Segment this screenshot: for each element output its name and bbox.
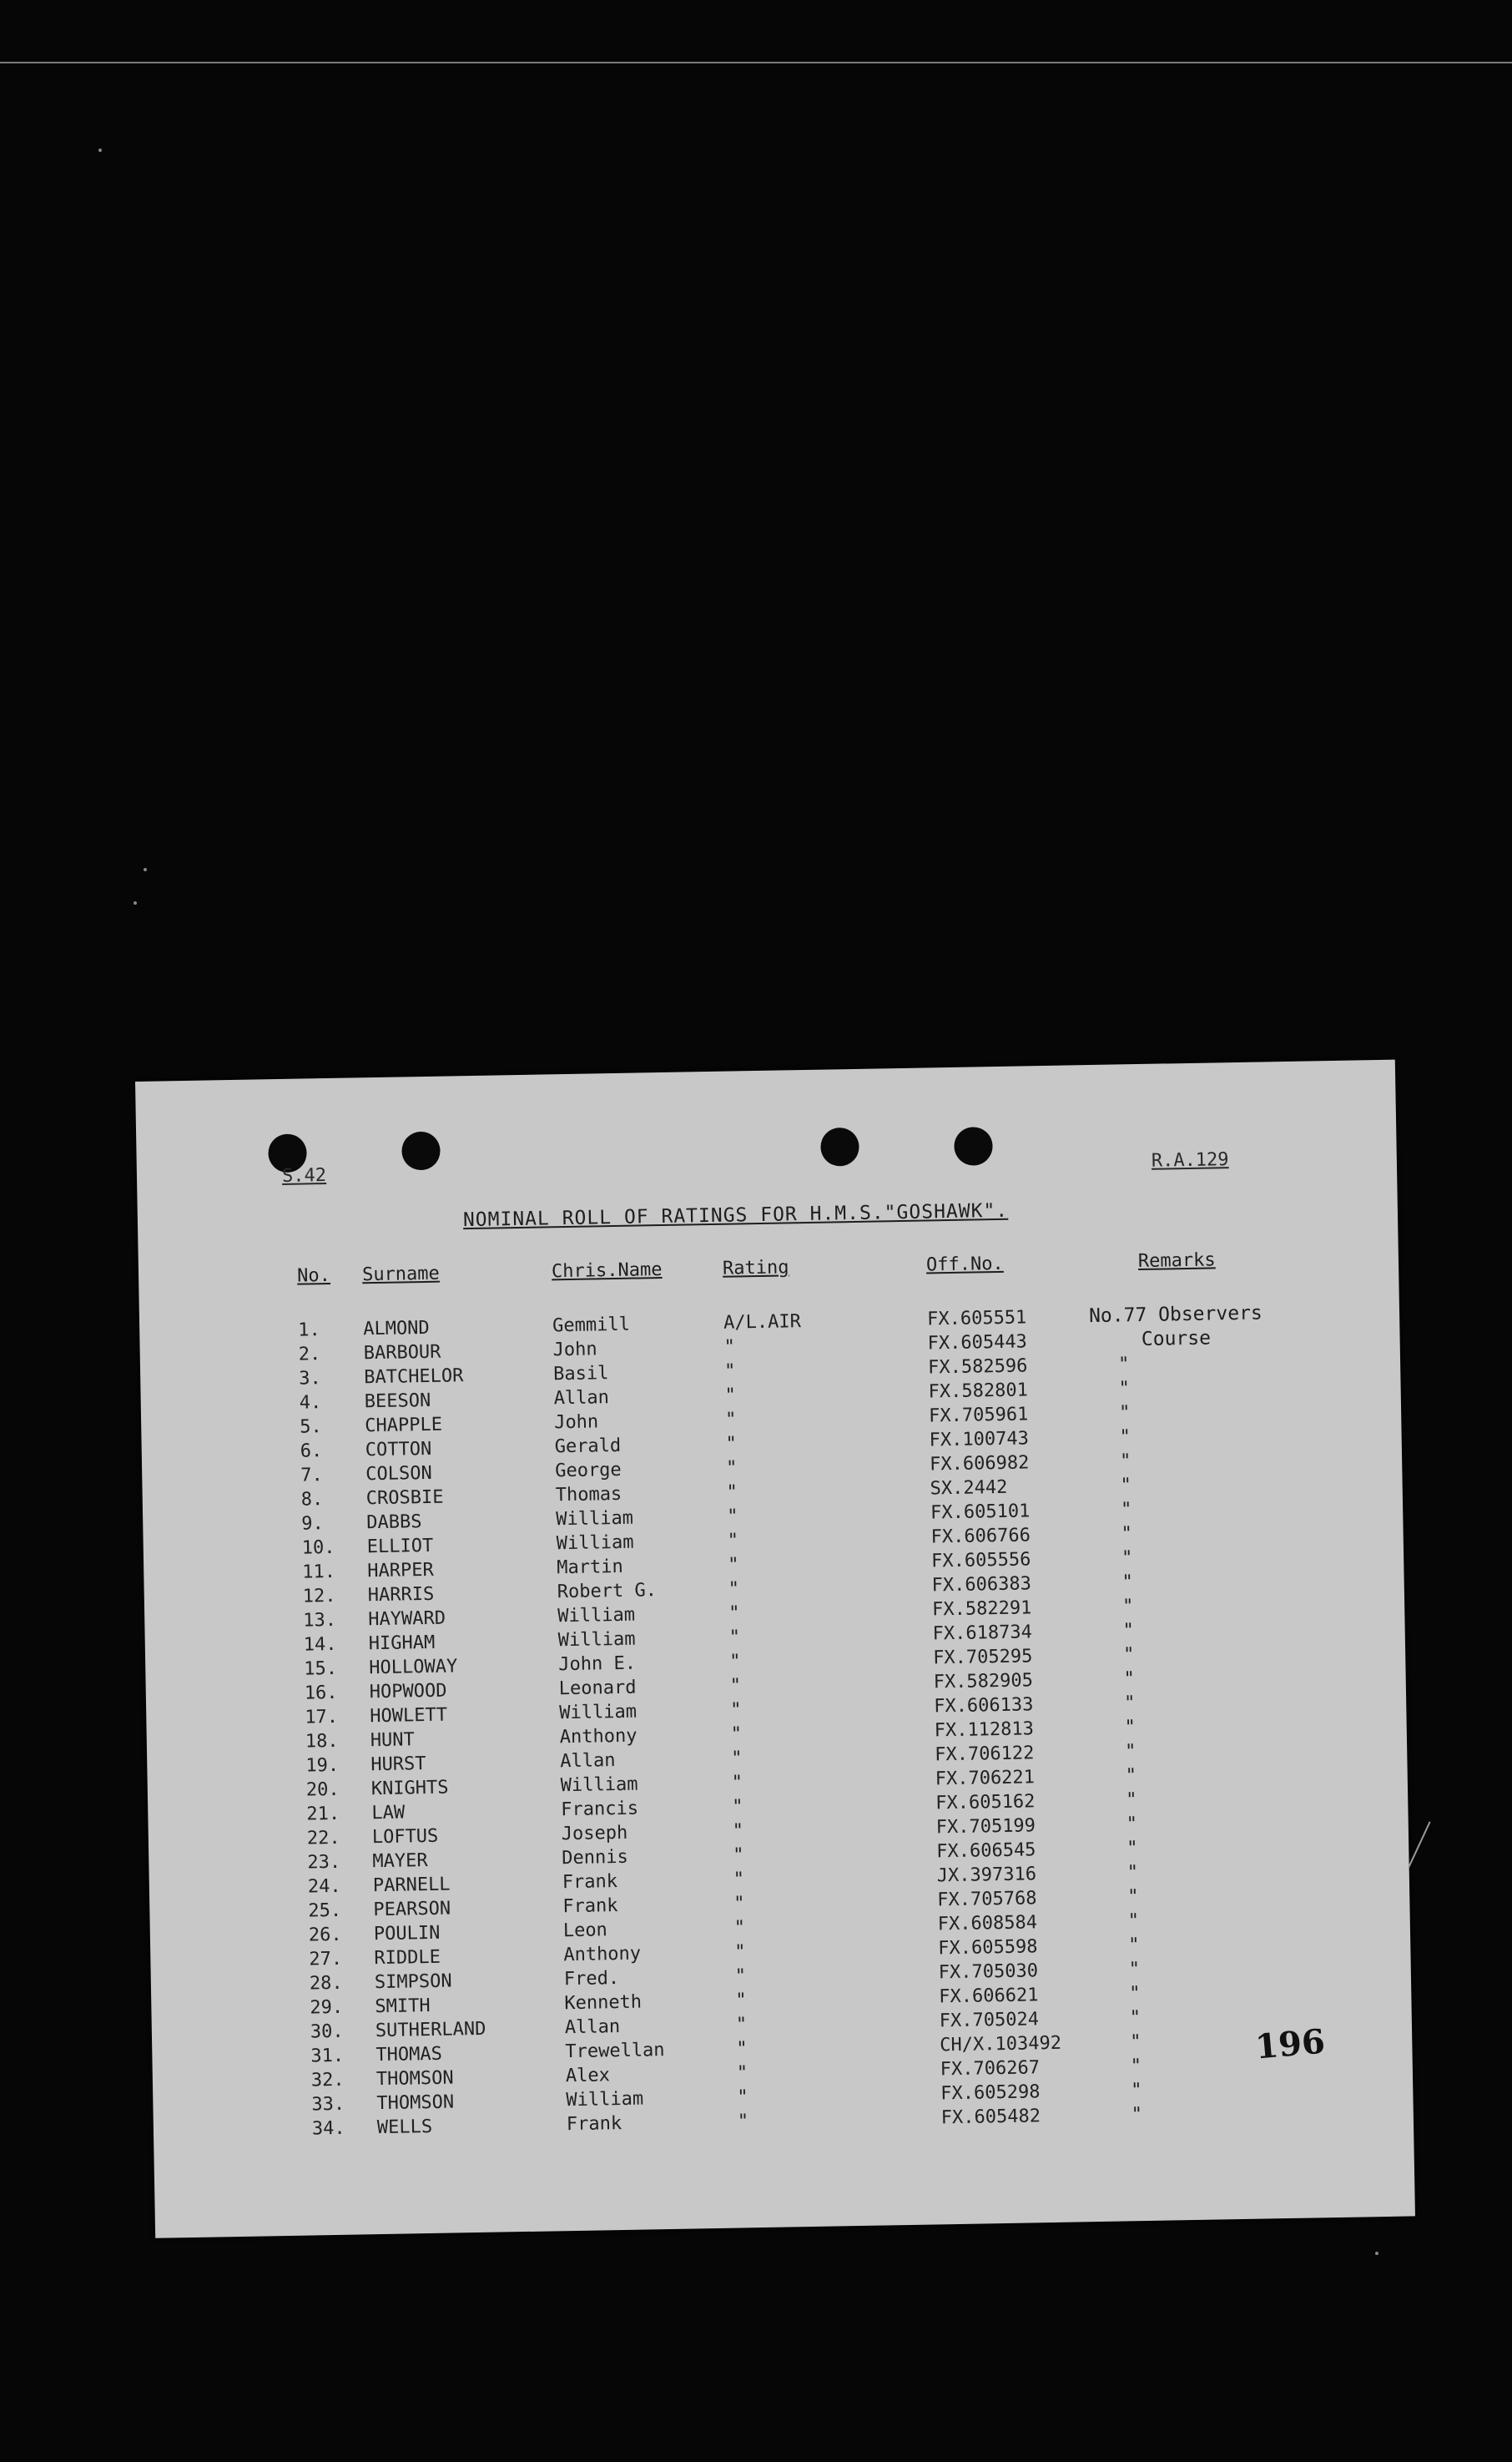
row-chris-name: Allan	[564, 2016, 621, 2039]
row-number: 31.	[310, 2045, 345, 2067]
row-surname: HARRIS	[367, 1583, 435, 1607]
row-chris-name: William	[560, 1773, 638, 1797]
remarks-line-2: Course	[1141, 1327, 1212, 1350]
row-chris-name: Anthony	[559, 1725, 638, 1748]
row-off-no: FX.705768	[937, 1888, 1037, 1911]
row-off-no: FX.705024	[939, 2009, 1040, 2032]
row-off-no: FX.605101	[930, 1501, 1031, 1524]
document-title: NOMINAL ROLL OF RATINGS FOR H.M.S."GOSHAWK".	[462, 1199, 1009, 1232]
row-chris-name: Anthony	[563, 1943, 642, 1966]
row-rating: "	[725, 1457, 738, 1479]
row-rating: "	[733, 1869, 745, 1890]
row-number: 19.	[305, 1754, 340, 1777]
row-rating: "	[724, 1409, 737, 1430]
header-no: No.	[296, 1264, 331, 1287]
row-surname: CROSBIE	[365, 1486, 444, 1510]
row-off-no: FX.606982	[929, 1452, 1030, 1476]
punch-hole	[401, 1132, 441, 1171]
row-number: 9.	[301, 1513, 324, 1535]
punch-hole	[954, 1127, 993, 1166]
row-chris-name: Alex	[565, 2065, 611, 2087]
row-remarks: "	[1126, 1862, 1139, 1884]
row-off-no: FX.705961	[928, 1404, 1029, 1427]
row-chris-name: Leon	[562, 1920, 608, 1942]
row-surname: LOFTUS	[371, 1825, 439, 1849]
remarks-note	[1089, 1301, 1263, 1353]
document-sheet	[135, 1060, 1415, 2238]
row-number: 18.	[305, 1730, 339, 1753]
row-rating: "	[727, 1530, 739, 1551]
row-chris-name: Allan	[560, 1750, 616, 1773]
row-surname: THOMSON	[376, 2091, 455, 2115]
row-number: 34.	[311, 2117, 345, 2140]
row-chris-name: Gemmill	[552, 1314, 631, 1337]
row-off-no: FX.705295	[932, 1646, 1033, 1669]
row-rating: "	[732, 1796, 743, 1818]
row-surname: HAYWARD	[368, 1607, 446, 1631]
row-off-no: FX.608584	[937, 1912, 1038, 1935]
row-number: 17.	[305, 1706, 339, 1728]
row-remarks: "	[1119, 1450, 1131, 1472]
row-rating: "	[728, 1578, 740, 1600]
document-ref-right: R.A.129	[1151, 1149, 1229, 1172]
row-rating: "	[736, 2038, 748, 2060]
row-chris-name: Joseph	[561, 1822, 628, 1845]
row-off-no: FX.605551	[926, 1307, 1027, 1330]
row-rating: "	[736, 2062, 748, 2084]
row-number: 30.	[310, 2021, 344, 2043]
row-remarks: "	[1122, 1620, 1135, 1642]
row-number: 2.	[298, 1344, 321, 1365]
row-chris-name: Robert G.	[557, 1580, 658, 1603]
row-rating: "	[728, 1602, 740, 1624]
remarks-line-1: No.77 Observers	[1088, 1302, 1263, 1328]
row-surname: HARPER	[367, 1559, 434, 1582]
row-number: 16.	[304, 1682, 338, 1704]
row-surname: CHAPPLE	[365, 1414, 443, 1437]
film-scratch	[1408, 1821, 1430, 1867]
row-remarks: "	[1126, 1814, 1138, 1835]
row-chris-name: Frank	[566, 2113, 622, 2136]
row-rating: "	[724, 1385, 737, 1406]
row-rating: "	[729, 1675, 742, 1697]
row-remarks: "	[1131, 2080, 1142, 2101]
row-off-no: FX.706122	[935, 1743, 1035, 1766]
row-remarks: "	[1121, 1572, 1134, 1593]
row-number: 27.	[309, 1948, 343, 1970]
row-remarks: "	[1124, 1717, 1137, 1738]
row-surname: SIMPSON	[374, 1970, 452, 1994]
row-off-no: FX.582905	[933, 1670, 1034, 1693]
row-surname: KNIGHTS	[370, 1777, 449, 1800]
header-remarks: Remarks	[1137, 1249, 1216, 1273]
row-surname: HOPWOOD	[369, 1680, 447, 1703]
row-off-no: FX.582596	[927, 1355, 1028, 1379]
row-surname: COTTON	[365, 1438, 432, 1461]
row-off-no: FX.618734	[932, 1622, 1033, 1645]
row-surname: BARBOUR	[363, 1341, 441, 1365]
row-rating: "	[733, 1893, 745, 1915]
row-chris-name: John	[553, 1411, 599, 1434]
row-off-no: FX.705199	[935, 1815, 1036, 1839]
row-remarks: "	[1123, 1668, 1136, 1690]
row-off-no: FX.582291	[931, 1597, 1032, 1621]
row-rating: "	[735, 2014, 748, 2036]
row-chris-name: Allan	[553, 1387, 610, 1410]
row-surname: ALMOND	[363, 1317, 430, 1340]
row-surname: DABBS	[366, 1511, 422, 1534]
row-remarks: "	[1118, 1402, 1131, 1424]
row-surname: COLSON	[365, 1462, 432, 1486]
row-surname: PEARSON	[373, 1898, 451, 1921]
row-number: 1.	[298, 1319, 320, 1341]
row-rating: "	[725, 1433, 738, 1455]
row-off-no: FX.112813	[934, 1718, 1035, 1742]
row-rating: "	[734, 1941, 746, 1963]
row-chris-name: Leonard	[558, 1677, 637, 1700]
row-chris-name: William	[556, 1531, 634, 1555]
row-off-no: FX.605556	[930, 1549, 1031, 1572]
folio-number: 196	[1253, 2021, 1327, 2067]
row-number: 6.	[300, 1440, 323, 1462]
row-remarks: "	[1118, 1378, 1131, 1400]
row-rating: "	[723, 1360, 736, 1382]
row-remarks: "	[1126, 1838, 1138, 1859]
row-surname: HURST	[370, 1753, 426, 1776]
row-remarks: "	[1130, 2031, 1142, 2053]
row-rating: "	[737, 2086, 748, 2108]
row-number: 14.	[303, 1633, 337, 1656]
row-number: 29.	[310, 1996, 344, 2019]
row-remarks: "	[1119, 1426, 1131, 1448]
row-chris-name: Frank	[562, 1895, 618, 1918]
row-rating: "	[728, 1627, 741, 1648]
row-number: 22.	[306, 1827, 340, 1849]
row-remarks: "	[1129, 2007, 1142, 2029]
row-number: 23.	[307, 1851, 341, 1874]
row-surname: BATCHELOR	[364, 1365, 464, 1389]
row-remarks: "	[1124, 1741, 1137, 1763]
row-surname: THOMSON	[375, 2067, 454, 2091]
row-surname: RIDDLE	[374, 1946, 441, 1970]
row-chris-name: Fred.	[563, 1968, 620, 1990]
row-remarks: "	[1129, 1983, 1141, 2005]
row-rating: A/L.AIR	[723, 1311, 802, 1334]
row-rating: "	[732, 1820, 744, 1842]
row-surname: ELLIOT	[366, 1535, 434, 1558]
row-number: 25.	[308, 1899, 342, 1922]
row-rating: "	[726, 1481, 738, 1503]
row-chris-name: Basil	[552, 1363, 609, 1385]
row-off-no: FX.100743	[929, 1428, 1030, 1451]
row-off-no: FX.706267	[940, 2057, 1041, 2081]
row-chris-name: Trewellan	[565, 2040, 665, 2063]
row-number: 13.	[303, 1609, 337, 1632]
row-off-no: FX.606545	[936, 1839, 1036, 1863]
row-number: 21.	[306, 1803, 340, 1825]
row-rating: "	[733, 1844, 744, 1866]
header-off-no: Off.No.	[925, 1253, 1004, 1276]
row-off-no: FX.606621	[939, 1985, 1039, 2008]
row-off-no: FX.605598	[938, 1936, 1038, 1960]
header-surname: Surname	[361, 1263, 441, 1286]
row-surname: WELLS	[376, 2116, 433, 2139]
row-chris-name: Francis	[561, 1798, 639, 1821]
document-ref-left: S.42	[281, 1165, 327, 1187]
film-speck	[144, 868, 147, 871]
row-off-no: FX.582801	[928, 1380, 1029, 1403]
row-number: 12.	[302, 1585, 336, 1607]
row-rating: "	[727, 1554, 739, 1576]
row-off-no: FX.605443	[927, 1331, 1028, 1355]
row-off-no: FX.605162	[935, 1791, 1036, 1814]
row-number: 7.	[300, 1465, 323, 1486]
row-chris-name: Gerald	[554, 1435, 622, 1458]
row-surname: HOLLOWAY	[369, 1656, 458, 1679]
row-chris-name: William	[559, 1701, 638, 1724]
row-rating: "	[723, 1336, 736, 1358]
row-chris-name: William	[557, 1628, 636, 1652]
row-chris-name: Kenneth	[564, 1991, 643, 2015]
row-chris-name: Dennis	[562, 1846, 629, 1869]
row-number: 5.	[300, 1416, 322, 1438]
row-off-no: SX.2442	[930, 1476, 1008, 1500]
row-number: 20.	[305, 1778, 340, 1801]
row-chris-name: Frank	[562, 1871, 618, 1894]
row-remarks: "	[1127, 1886, 1139, 1908]
row-chris-name: John	[552, 1339, 597, 1361]
row-number: 33.	[311, 2093, 345, 2116]
row-number: 26.	[308, 1924, 342, 1946]
row-remarks: "	[1125, 1765, 1137, 1787]
row-surname: THOMAS	[375, 2043, 443, 2066]
row-chris-name: George	[555, 1459, 622, 1482]
row-remarks: "	[1125, 1789, 1137, 1811]
row-rating: "	[737, 2111, 749, 2132]
row-chris-name: William	[556, 1507, 634, 1531]
row-remarks: "	[1128, 1935, 1140, 1956]
row-off-no: FX.605298	[940, 2081, 1041, 2105]
row-remarks: "	[1131, 2104, 1143, 2126]
row-rating: "	[731, 1772, 743, 1794]
row-rating: "	[730, 1699, 742, 1721]
row-off-no: FX.705030	[938, 1960, 1039, 1984]
row-chris-name: William	[566, 2088, 644, 2111]
row-off-no: FX.605482	[940, 2106, 1041, 2129]
film-speck	[134, 901, 137, 905]
row-remarks: "	[1123, 1693, 1136, 1714]
row-number: 8.	[300, 1489, 324, 1511]
row-off-no: FX.606133	[933, 1694, 1034, 1718]
row-chris-name: William	[557, 1604, 636, 1627]
row-rating: "	[731, 1748, 743, 1769]
row-remarks: "	[1121, 1547, 1133, 1569]
punch-hole	[820, 1128, 859, 1167]
row-remarks: "	[1120, 1475, 1132, 1496]
row-remarks: "	[1128, 1959, 1141, 1980]
row-number: 24.	[307, 1875, 341, 1898]
row-rating: "	[733, 1917, 746, 1939]
row-remarks: "	[1122, 1644, 1135, 1666]
row-remarks: "	[1120, 1499, 1132, 1521]
row-surname: PARNELL	[372, 1874, 451, 1897]
row-remarks: "	[1117, 1354, 1130, 1375]
row-rating: "	[735, 1990, 747, 2011]
row-off-no: FX.606766	[930, 1525, 1031, 1548]
row-number: 10.	[301, 1536, 335, 1559]
row-number: 4.	[299, 1392, 322, 1414]
row-surname: BEESON	[364, 1390, 431, 1413]
film-edge-line	[0, 62, 1512, 63]
header-chris-name: Chris.Name	[551, 1259, 663, 1283]
row-surname: HUNT	[370, 1729, 416, 1752]
row-surname: MAYER	[372, 1850, 428, 1873]
row-surname: HIGHAM	[368, 1632, 436, 1655]
row-number: 28.	[309, 1972, 343, 1995]
row-remarks: "	[1121, 1596, 1134, 1617]
header-rating: Rating	[722, 1257, 789, 1279]
row-remarks: "	[1121, 1523, 1133, 1545]
row-number: 3.	[299, 1368, 321, 1390]
row-surname: SUTHERLAND	[375, 2018, 486, 2042]
row-number: 15.	[304, 1657, 338, 1680]
row-surname: HOWLETT	[370, 1704, 448, 1728]
row-rating: "	[729, 1651, 741, 1672]
film-speck	[98, 149, 102, 152]
row-rating: "	[726, 1506, 738, 1527]
row-number: 32.	[310, 2069, 345, 2091]
film-speck	[1375, 2252, 1378, 2255]
row-remarks: "	[1127, 1910, 1140, 1932]
row-rating: "	[730, 1723, 743, 1745]
row-off-no: FX.606383	[931, 1573, 1032, 1597]
row-surname: POULIN	[373, 1922, 441, 1945]
row-off-no: CH/X.103492	[940, 2032, 1062, 2056]
row-rating: "	[734, 1965, 747, 1987]
row-surname: LAW	[371, 1802, 406, 1824]
row-surname: SMITH	[375, 1995, 431, 2018]
row-off-no: JX.397316	[936, 1864, 1037, 1887]
row-off-no: FX.706221	[935, 1767, 1036, 1790]
row-number: 11.	[302, 1561, 336, 1583]
row-remarks: "	[1130, 2056, 1142, 2077]
row-chris-name: Martin	[557, 1556, 623, 1579]
row-chris-name: John E.	[558, 1652, 637, 1676]
row-chris-name: Thomas	[555, 1483, 622, 1506]
